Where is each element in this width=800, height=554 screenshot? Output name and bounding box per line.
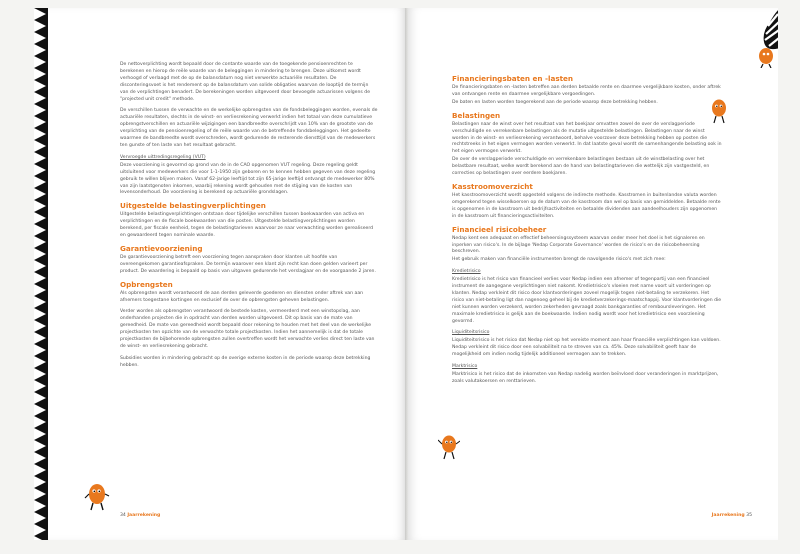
annual-report-spread [22, 8, 790, 544]
marktrisico-heading: Marktrisico [452, 364, 478, 370]
orange-blob-mascot-icon-2 [708, 98, 730, 124]
binding-tooth [34, 164, 46, 176]
binding-tooth [34, 92, 46, 104]
binding-tooth [34, 320, 46, 332]
binding-tooth [34, 476, 46, 488]
right-text-column [452, 70, 722, 391]
binding-tooth [34, 224, 46, 236]
text-risicobeheer-1: Nedap kent een adequaat en effectief beheersingssysteem waarvan onder meer het doel is het signaleren en inperken van risico's. In de bijlage 'Nedap Corporate Governance' worden de risico's en de risicobeheersing beschreven. [452, 235, 705, 255]
binding-tooth [34, 392, 46, 404]
tail-paragraph-1: Verder worden als opbrengsten verantwoord de bestede kosten, vermeerderd met een winstopslag, aan onderhanden projecten die in opdracht van derden worden uitgevoerd. Dit op basis van de mate van gereedheid. De mate van gereedheid wordt bepaald door rekening te houden met het deel van de werkelijke projectkosten ten opzichte van de verwachte totale projectkosten. Indien het aannemelijk is dat de totale projectkosten de bijbehorende opbrengsten zullen overtreffen wordt het verwachte verlies direct ten laste van de winst- en verliesrekening gebracht. [120, 309, 375, 349]
marktrisico-text: Marktrisico is het risico dat de inkomsten van Nedap nadelig worden beïnvloed door veranderingen in marktprijzen, zoals valutakoersen en renttarieven. [452, 372, 719, 384]
intro-paragraph-2: De verschillen tussen de verwachte en de werkelijke opbrengsten van de fondsbeleggingen worden, evenals de actuariële resultaten, slechts in de winst- en verliesrekening verwerkt indien het totaal van deze cumulatieve opbrengstverschillen en actuariële wijzigingen een bandbreedte overschrijdt van 10% van de grootste van de verplichting van de pensioenregeling of de reële waarde van de betreffende fondsbeleggingen. Het gedeelte waarmee de bandbreedte wordt overschreden, wordt gedurende de resterende diensttijd van de medewerkers ten gunste of ten laste van het resultaat gebracht. [120, 108, 378, 148]
binding-tooth [34, 68, 46, 80]
binding-tooth [34, 284, 46, 296]
binding-tooth [34, 152, 46, 164]
text-belastingen-2: De over de verslagperiode verschuldigde en verrekenbare belastingen bestaan uit de winstbelasting over het belastbare resultaat, welke wordt berekend aan de hand van belastingtarieven die wettelijk zijn vastgesteld, en correcties op belastingen over eerdere boekjaren. [452, 157, 710, 177]
binding-tooth [34, 236, 46, 248]
left-page-number: 34 [120, 513, 126, 518]
heading-uitgestelde-belasting: Uitgestelde belastingverplichtingen [120, 201, 266, 211]
binding-tooth [34, 512, 46, 524]
binding-tooth [34, 116, 46, 128]
binding-tooth [34, 200, 46, 212]
left-page [34, 8, 406, 540]
liquiditeitsrisico-heading: Liquiditeitsrisico [452, 330, 490, 336]
text-uitgestelde-belasting: Uitgestelde belastingverplichtingen ontstaan door tijdelijke verschillen tussen boekwaarden van activa en verplichtingen en de fiscale boekwaarden van die posten. Uitgestelde belastingverplichtingen worden berekend, per fiscale eenheid, tegen de belastingtarieven waarvoor ze naar verwachting worden gerealiseerd en gewaardeerd tegen nominale waarde. [120, 212, 374, 239]
binding-tooth [34, 308, 46, 320]
black-white-striped-creature-icon [744, 8, 778, 68]
binding-tooth [34, 272, 46, 284]
binding-tooth [34, 464, 46, 476]
right-page [408, 8, 778, 540]
binding-tooth [34, 248, 46, 260]
binding-tooth [34, 104, 46, 116]
binding-tooth [34, 500, 46, 512]
binding-tooth [34, 416, 46, 428]
heading-kasstroomoverzicht: Kasstroomoverzicht [452, 181, 533, 191]
binding-tooth [34, 536, 46, 540]
text-garantievoorziening: De garantievoorziening betreft een voorziening tegen aanspraken door klanten uit hoofde van overeengekomen garantieafspraken. De termijn waarover een klant zijn recht kan doen gelden varieert per product. De waardering is bepaald op basis van uitgaven gedurende het verslagjaar en de voorgaande 2 jaren. [120, 254, 376, 274]
text-kasstroomoverzicht: Het kasstroomoverzicht wordt opgesteld volgens de indirecte methode. Kasstromen in buitenlandse valuta worden omgerekend tegen wisselkoersen op de datum van de kasstroom dan wel op basis van gemiddelden. Betaalde rente is opgenomen in de kasstroom uit bedrijfsactiviteiten en betaalde dividenden aan aandeelhouders zijn opgenomen in de kasstroom uit financieringsactiviteiten. [452, 192, 721, 219]
text-risicobeheer-2: Het gebruik maken van financiële instrumenten brengt de navolgende risico's met zich mee: [452, 257, 666, 263]
kredietrisico-text: Kredietrisico is het risico van financieel verlies voor Nedap indien een afnemer of tegenpartij van een financieel instrument de aangegane verplichtingen niet nakomt. Kredietrisico's vloeien met name voort uit vorderingen op klanten. Nedap verkleint dit risico door klantvorderingen zoveel mogelijk tegen niet-betaling te verzekeren. Het risico van niet-betaling ligt dan nagenoeg geheel bij de kredietverzekerings-maatschappij. Voor klantvorderingen die niet kunnen worden verzekerd, worden zekerheden gevraagd zoals bankgaranties of remboursleveringen. Het maximale kredietrisico is gelijk aan de boekwaarde. Indien nodig wordt voor het kredietrisico een voorziening gevormd. [452, 277, 722, 324]
text-financieringsbaten-1: De financieringsbaten en -lasten betreffen aan derden betaalde rente en daarmee vergelijkbare kosten, onder aftrek van ontvangen rente en daarmee vergelijkbare vergoedingen. [452, 85, 721, 97]
vut-text: Deze voorziening is gevormd op grond van de in de CAO opgenomen VUT regeling. Deze regeling geldt uitsluitend voor medewerkers die voor 1-1-1950 zijn geboren en te kennen hebben gegeven van deze regeling gebruik te willen blijven maken. Vanaf 62-jarige leeftijd tot zijn 65-jarige leeftijd ontvangt de medewerker 80% van zijn laatstgenoten inkomen, waarbij rekening wordt gehouden met de stijging van de kosten van levensonderhoud. De voorziening is berekend op actuariële grondslagen. [120, 162, 376, 196]
right-page-number: 35 [746, 513, 752, 518]
text-belastingen-1: Belastingen naar de winst over het resultaat van het boekjaar omvatten zowel de over de verslagperiode verschuldigde en verrekenbare belastingen als de mutatie uitgestelde belastingen. Belastingen naar de winst worden in de winst- en verliesrekening verantwoord, behalve voorzover deze betrekking hebben op posten die rechtstreeks in het eigen vermogen worden verwerkt. In dat laatste geval wordt de samenhangende belasting ook in het eigen vermogen verwerkt. [452, 121, 722, 155]
binding-tooth [34, 44, 46, 56]
left-folio-label: Jaarrekening [127, 513, 161, 518]
orange-blob-mascot-icon-3 [438, 434, 460, 460]
binding-tooth [34, 212, 46, 224]
binding-tooth [34, 32, 46, 44]
left-folio [120, 513, 160, 518]
binding-tooth [34, 368, 46, 380]
text-financieringsbaten-2: De baten en lasten worden toegerekend aan de periode waarop deze betrekking hebben. [452, 99, 658, 105]
binding-tooth [34, 332, 46, 344]
binding-tooth [34, 428, 46, 440]
heading-opbrengsten: Opbrengsten [120, 279, 173, 289]
right-folio-label: Jaarrekening [711, 513, 745, 518]
binding-tooth [34, 440, 46, 452]
binding-tooth [34, 128, 46, 140]
intro-paragraph-1: De nettoverplichting wordt bepaald door de contante waarde van de toegekende pensioenrechten te berekenen en hierop de reële waarde van de beleggingen in mindering te brengen. Deze uitkomst wordt verhoogd of verlaagd met de op de balansdatum nog niet verwerkte actuariële resultaten. De disconteringsvoet is het rendement op de balansdatum van solide obligaties waarvan de looptijd de termijn van de verplichtingen benadert. De berekeningen worden uitgevoerd door bevoegde actuarissen volgens de "projected unit credit" methode. [120, 62, 371, 102]
binding-tooth [34, 344, 46, 356]
orange-blob-mascot-icon [84, 482, 110, 512]
binding-tooth [34, 80, 46, 92]
heading-garantievoorziening: Garantievoorziening [120, 243, 203, 253]
binding-tooth [34, 380, 46, 392]
binding-tooth [34, 452, 46, 464]
binding-tooth [34, 176, 46, 188]
binding-tooth [34, 260, 46, 272]
binding-tooth [34, 140, 46, 152]
heading-belastingen: Belastingen [452, 110, 501, 120]
right-folio [712, 513, 752, 518]
binding-tooth [34, 356, 46, 368]
binding-tooth [34, 56, 46, 68]
binding-tooth [34, 188, 46, 200]
heading-financieel-risicobeheer: Financieel risicobeheer [452, 224, 547, 234]
vut-heading: Vervroegde uittredingsregeling (VUT) [120, 154, 206, 160]
heading-financieringsbaten: Financieringsbaten en -lasten [452, 74, 574, 83]
binding-strip [34, 8, 48, 540]
text-opbrengsten: Als opbrengsten wordt verantwoord de aan derden geleverde goederen en diensten onder aftrek van aan afnemers toegestane kortingen en exclusief de over de opbrengsten geheven belastingen. [120, 290, 364, 303]
liquiditeitsrisico-text: Liquiditeitsrisico is het risico dat Nedap niet op het vereiste moment aan haar financiële verplichtingen kan voldoen. Nedap verkleint dit risico door een solvabiliteit na te streven van ca. 45%. Deze solvabiliteit geeft haar de mogelijkheid om indien nodig tijdelijk additioneel vermogen aan te trekken. [452, 338, 721, 358]
binding-tooth [34, 488, 46, 500]
binding-tooth [34, 296, 46, 308]
left-text-column [120, 62, 378, 375]
binding-tooth [34, 524, 46, 536]
binding-tooth [34, 20, 46, 32]
kredietrisico-heading: Kredietrisico [452, 269, 481, 275]
binding-tooth [34, 8, 46, 20]
binding-tooth [34, 404, 46, 416]
tail-paragraph-2: Subsidies worden in mindering gebracht op de overige externe kosten in de periode waarop deze betrekking hebben. [120, 355, 371, 368]
